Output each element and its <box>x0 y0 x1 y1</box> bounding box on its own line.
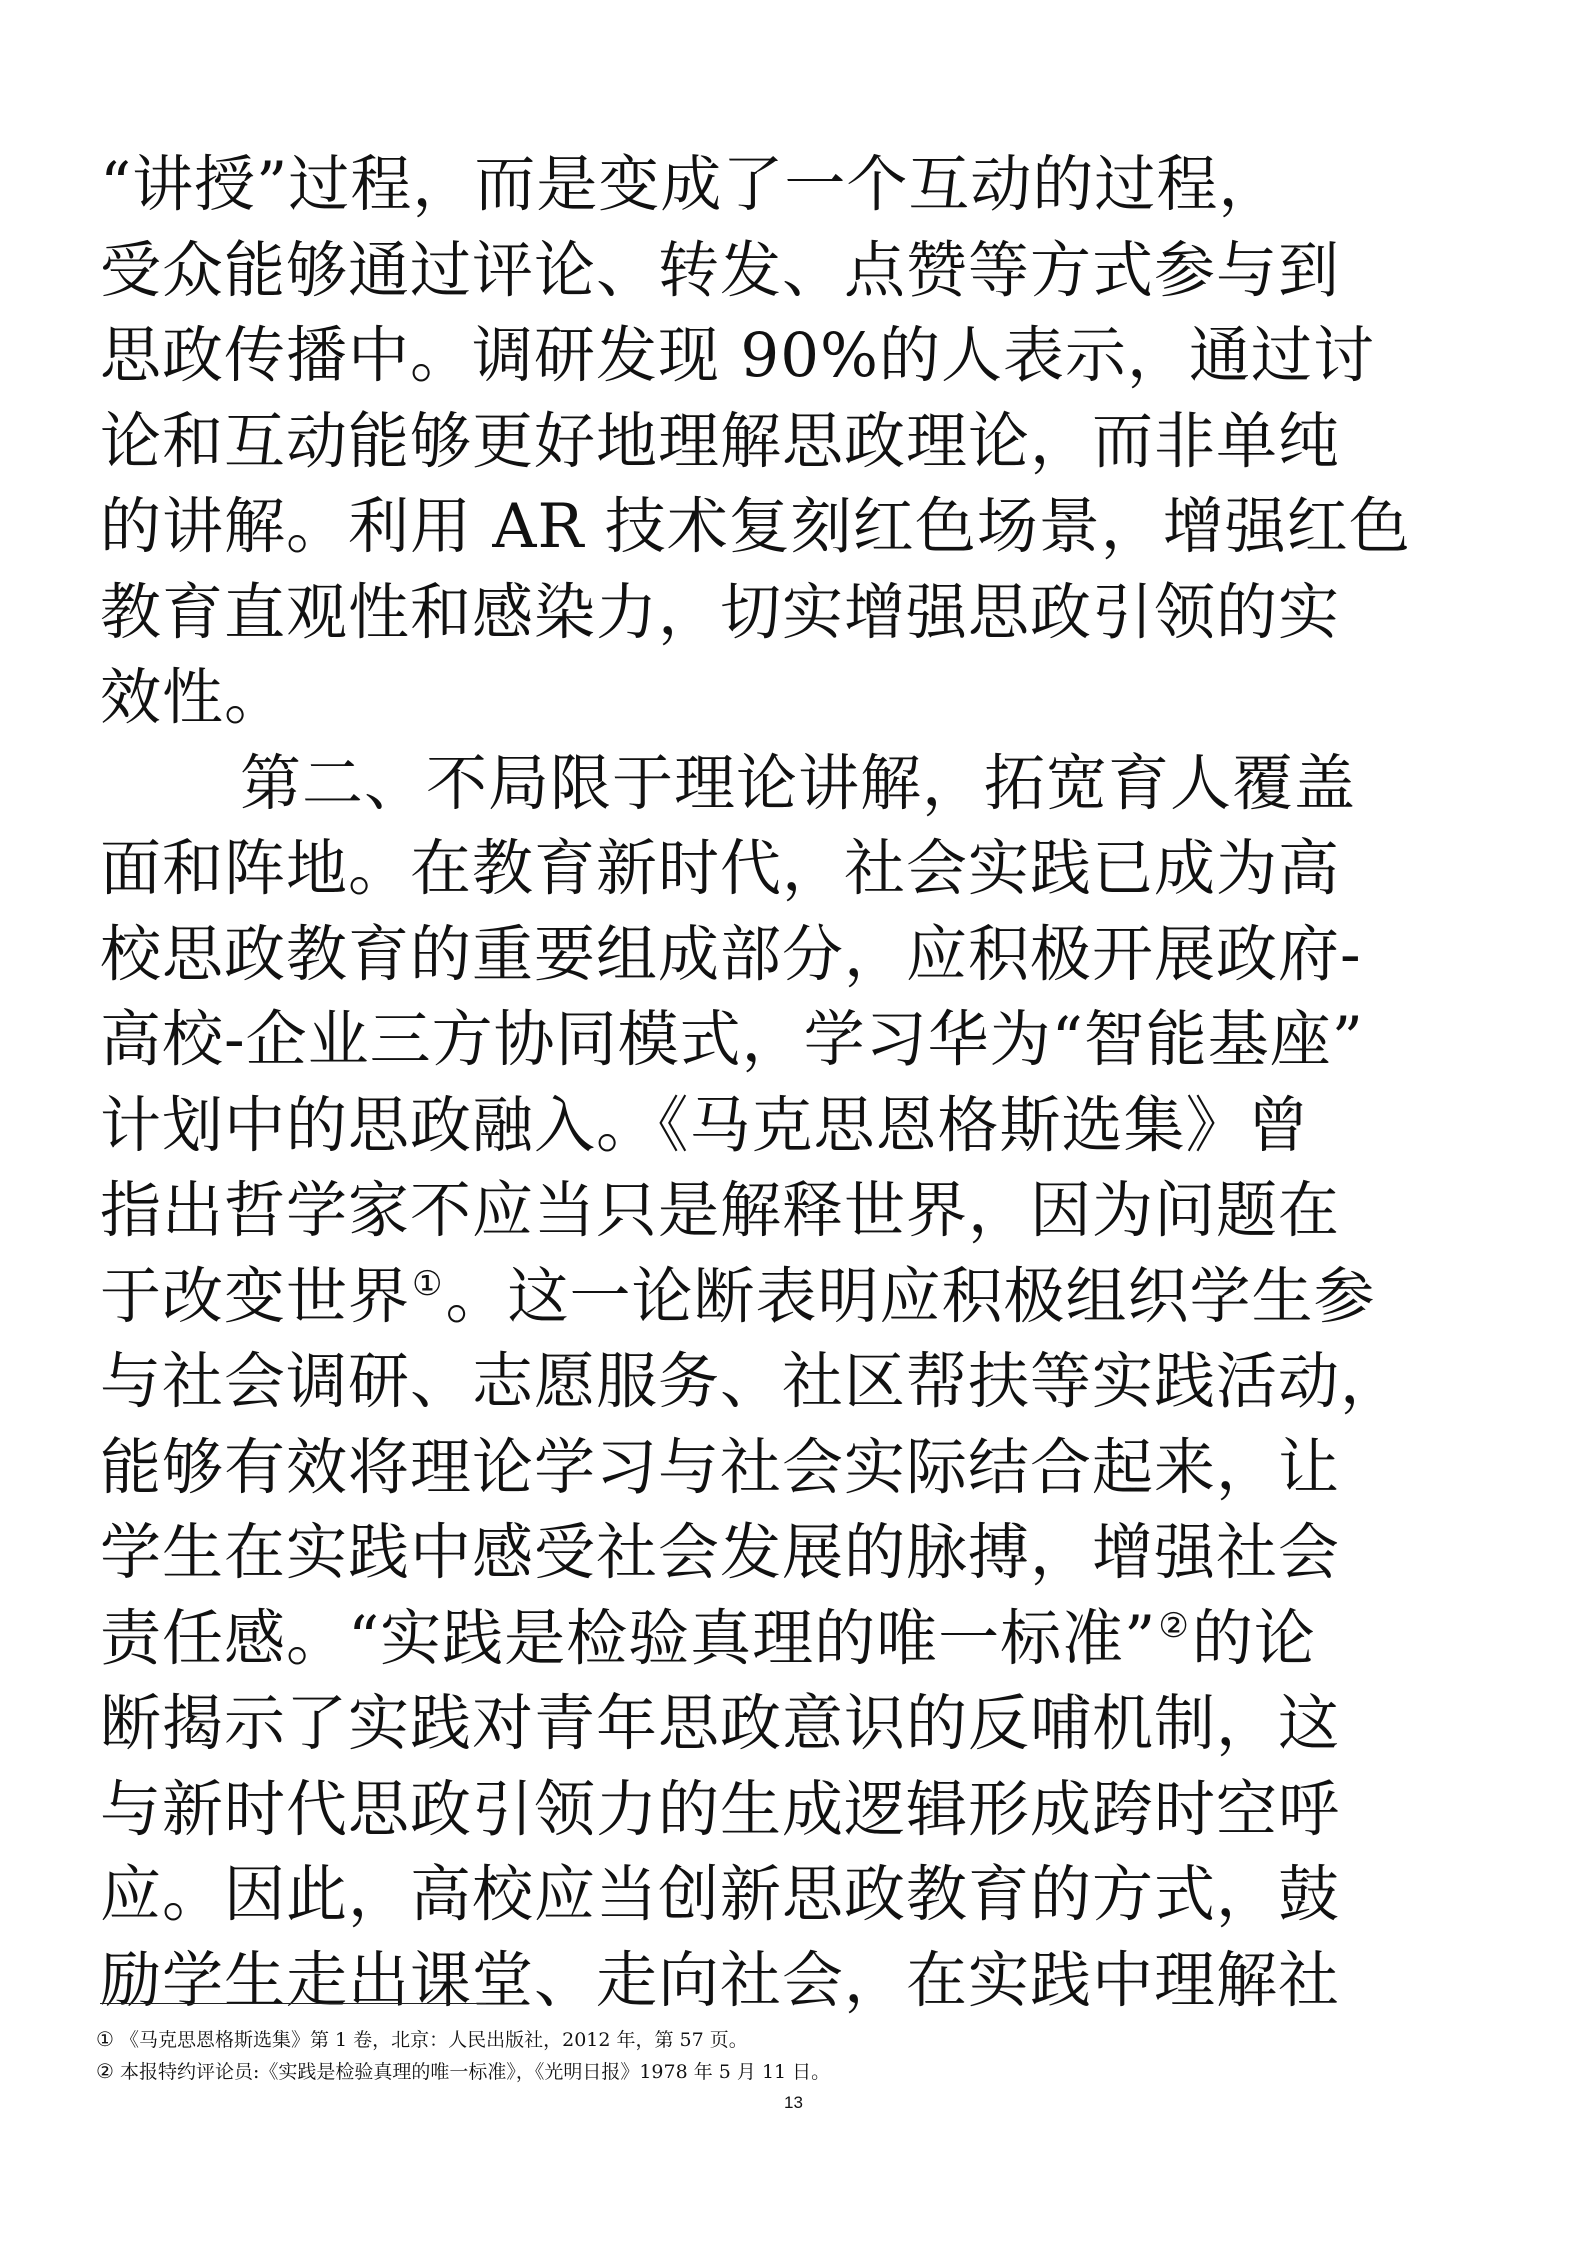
body-line: 与新时代思政引领力的生成逻辑形成跨时空呼 <box>100 1773 1341 1845</box>
body-line-text: 的论 <box>1191 1602 1316 1674</box>
footnote-1 <box>96 2024 1496 2056</box>
body-line: 的讲解。利用 AR 技术复刻红色场景，增强红色 <box>100 491 1411 562</box>
body-line-text: 于改变世界 <box>100 1260 411 1332</box>
page-number: 13 <box>784 2093 803 2112</box>
paragraph-start-line: 第二、不局限于理论讲解，拓宽育人覆盖 <box>240 747 1357 819</box>
footnote-text: 《马克思恩格斯选集》第 1 卷，北京：人民出版社，2012 年，第 57 页。 <box>119 2029 748 2051</box>
body-line: 教育直观性和感染力，切实增强思政引领的实 <box>100 576 1341 648</box>
body-line: 能够有效将理论学习与社会实际结合起来，让 <box>100 1431 1341 1503</box>
footnote-mark: ① <box>96 2027 114 2051</box>
footnote-text: 本报特约评论员:《实践是检验真理的唯一标准》，《光明日报》1978 年 5 月 11 日。 <box>119 2061 831 2083</box>
body-line: 校思政教育的重要组成部分，应积极开展政府- <box>100 918 1362 990</box>
footnote-ref-2[interactable]: ② <box>1158 1605 1190 1646</box>
footnote-ref-1[interactable]: ① <box>412 1263 444 1304</box>
body-line: 受众能够通过评论、转发、点赞等方式参与到 <box>100 234 1341 306</box>
body-line: 断揭示了实践对青年思政意识的反哺机制，这 <box>100 1688 1341 1759</box>
body-line: 励学生走出课堂、走向社会，在实践中理解社 <box>100 1944 1341 2016</box>
body-line: 效性。 <box>100 662 287 733</box>
body-line-with-footnote-2 <box>100 1596 1500 1682</box>
body-line: 论和互动能够更好地理解思政理论，而非单纯 <box>100 405 1341 477</box>
body-line: 面和阵地。在教育新时代，社会实践已成为高 <box>100 833 1341 904</box>
body-line: 应。因此，高校应当创新思政教育的方式，鼓 <box>100 1859 1341 1930</box>
body-line-text: 。这一论断表明应积极组织学生参 <box>445 1260 1376 1332</box>
footnote-2 <box>96 2056 1496 2088</box>
body-line: “讲授”过程，而是变成了一个互动的过程， <box>100 149 1281 220</box>
body-line: 与社会调研、志愿服务、社区帮扶等实践活动， <box>100 1346 1403 1417</box>
footnotes <box>96 2024 1496 2088</box>
body-line: 学生在实践中感受社会发展的脉搏，增强社会 <box>100 1517 1341 1588</box>
body-text <box>100 142 1500 2023</box>
body-line-text: 责任感。“实践是检验真理的唯一标准” <box>100 1602 1157 1674</box>
footnote-mark: ② <box>96 2059 114 2083</box>
body-line: 指出哲学家不应当只是解释世界，因为问题在 <box>100 1175 1341 1246</box>
body-line: 思政传播中。调研发现 90%的人表示，通过讨 <box>100 320 1375 391</box>
body-line-with-footnote-1 <box>100 1254 1500 1340</box>
body-line: 计划中的思政融入。《马克思恩格斯选集》曾 <box>100 1089 1310 1161</box>
footnote-separator <box>100 2003 486 2004</box>
body-line: 高校-企业三方协同模式，学习华为“智能基座” <box>100 1004 1364 1075</box>
